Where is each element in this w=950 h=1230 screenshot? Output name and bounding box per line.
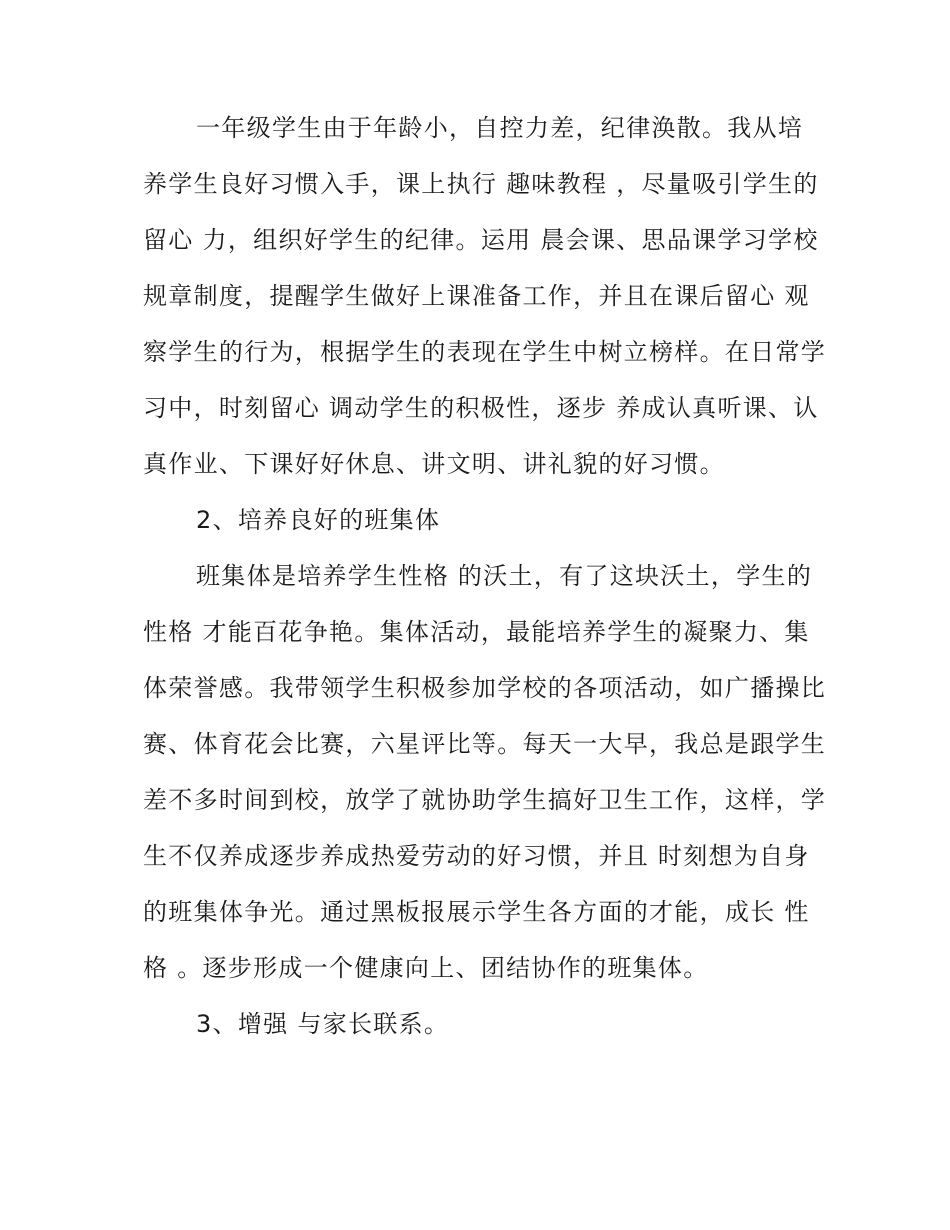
paragraph-1-line-7: 真作业、下课好好休息、讲文明、讲礼貌的好习惯。 [143, 450, 725, 478]
paragraph-2-line-5: 差不多时间到校，放学了就协助学生搞好卫生工作，这样，学 [143, 786, 827, 814]
paragraph-1-line-6: 习中，时刻留心 调动学生的积极性，逐步 养成认真听课、认 [143, 394, 819, 422]
paragraph-1-line-4: 规章制度，提醒学生做好上课准备工作，并且在课后留心 观 [143, 282, 810, 310]
paragraph-2-line-8: 格 。逐步形成一个健康向上、团结协作的班集体。 [143, 954, 709, 982]
paragraph-2-line-1: 班集体是培养学生性格 的沃土，有了这块沃土，学生的 [196, 562, 813, 590]
paragraph-2-line-2: 性格 才能百花争艳。集体活动，最能培养学生的凝聚力、集 [143, 618, 810, 646]
paragraph-2-line-4: 赛、体育花会比赛，六星评比等。每天一大早，我总是跟学生 [143, 730, 827, 758]
paragraph-2-line-6: 生不仅养成逐步养成热爱劳动的好习惯，并且 时刻想为自身 [143, 842, 810, 870]
paragraph-2-line-3: 体荣誉感。我带领学生积极参加学校的各项活动，如广播操比 [143, 674, 827, 702]
section-heading-3: 3、增强 与家长联系。 [196, 1010, 450, 1038]
paragraph-1-line-5: 察学生的行为，根据学生的表现在学生中树立榜样。在日常学 [143, 338, 827, 366]
paragraph-1-line-1: 一年级学生由于年龄小，自控力差，纪律涣散。我从培 [196, 114, 804, 142]
paragraph-1-line-2: 养学生良好习惯入手，课上执行 趣味教程 ，尽量吸引学生的 [143, 170, 819, 198]
paragraph-2-line-7: 的班集体争光。通过黑板报展示学生各方面的才能，成长 性 [143, 898, 810, 926]
paragraph-1-line-3: 留心 力，组织好学生的纪律。运用 晨会课、思品课学习学校 [143, 226, 819, 254]
section-heading-2: 2、培养良好的班集体 [196, 506, 441, 534]
